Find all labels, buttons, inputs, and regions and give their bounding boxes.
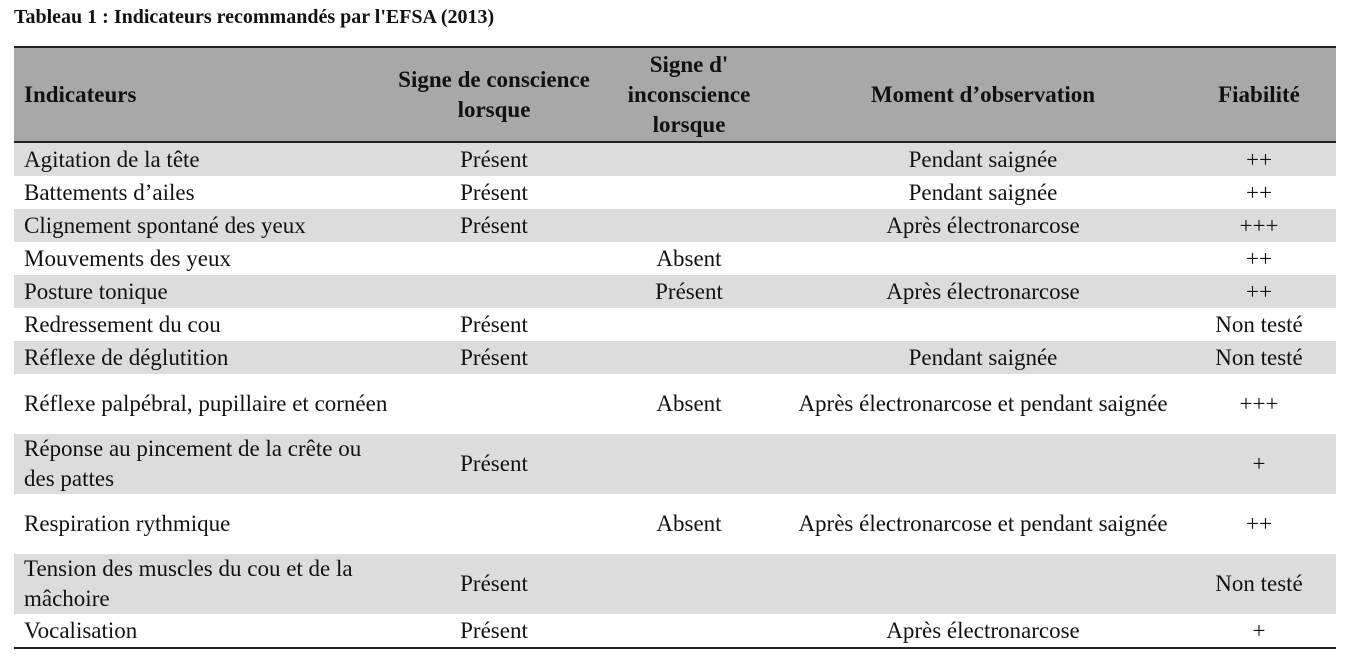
moment-cell: Après électronarcose [784, 614, 1182, 648]
fiabilite-cell: ++ [1246, 278, 1272, 304]
conscience-cell: Présent [460, 179, 528, 205]
table-caption: Tableau 1 : Indicateurs recommandés par l'EFSA (2013) [14, 6, 495, 28]
column-header: Indicateurs [14, 47, 394, 142]
conscience-cell [394, 275, 594, 308]
table-row [14, 434, 1336, 494]
conscience-cell [394, 242, 594, 275]
indicator-cell: Posture tonique [24, 278, 168, 304]
inconscience-cell: Absent [656, 511, 722, 536]
conscience-cell: Présent [460, 212, 528, 238]
inconscience-cell [594, 434, 784, 494]
conscience-cell: Présent [460, 451, 528, 476]
fiabilite-cell: ++ [1246, 245, 1272, 271]
conscience-cell: Présent [394, 614, 594, 648]
table-row [14, 614, 1336, 648]
moment-cell: Après électronarcose et pendant saignée [798, 511, 1168, 536]
moment-cell: Pendant saignée [908, 179, 1058, 205]
inconscience-cell [594, 176, 784, 209]
indicator-cell: Réflexe de déglutition [24, 344, 229, 370]
inconscience-cell [594, 614, 784, 648]
header-row [14, 47, 1336, 142]
indicator-cell: Redressement du cou [24, 311, 221, 337]
table-row [14, 209, 1336, 242]
fiabilite-cell: +++ [1239, 212, 1279, 238]
fiabilite-cell: ++ [1246, 146, 1272, 172]
inconscience-cell [594, 142, 784, 176]
indicator-cell: Agitation de la tête [24, 146, 200, 172]
moment-cell [784, 308, 1182, 341]
inconscience-cell [594, 209, 784, 242]
moment-cell [784, 434, 1182, 494]
moment-cell: Après électronarcose [886, 278, 1080, 304]
column-header: Signe d' inconscience lorsque [594, 47, 784, 142]
moment-cell [784, 242, 1182, 275]
conscience-cell: Présent [460, 571, 528, 596]
indicator-cell: Respiration rythmique [24, 511, 231, 536]
column-header: Signe de conscience lorsque [394, 47, 594, 142]
indicator-cell: Clignement spontané des yeux [24, 212, 306, 238]
fiabilite-cell: Non testé [1215, 344, 1303, 370]
table-row [14, 494, 1336, 554]
moment-cell: Pendant saignée [908, 344, 1058, 370]
inconscience-cell [594, 308, 784, 341]
fiabilite-cell: Non testé [1215, 571, 1303, 596]
column-header: Fiabilité [1182, 47, 1336, 142]
indicator-cell: Vocalisation [14, 614, 394, 648]
fiabilite-cell: ++ [1246, 179, 1272, 205]
table-row [14, 142, 1336, 176]
conscience-cell [394, 374, 594, 434]
conscience-cell: Présent [460, 146, 528, 172]
table-row [14, 176, 1336, 209]
table-row [14, 308, 1336, 341]
table-row [14, 275, 1336, 308]
indicator-cell: Réflexe palpébral, pupillaire et cornéen [24, 391, 388, 416]
column-header: Moment d’observation [784, 47, 1182, 142]
indicator-cell: Mouvements des yeux [24, 245, 231, 271]
table-row [14, 374, 1336, 434]
indicators-table [14, 46, 1336, 649]
moment-cell: Pendant saignée [908, 146, 1058, 172]
indicator-cell: Réponse au pincement de la crête ou des pattes [24, 436, 362, 491]
fiabilite-cell: + [1252, 451, 1266, 476]
indicator-cell: Battements d’ailes [24, 179, 195, 205]
conscience-cell [394, 494, 594, 554]
fiabilite-cell: +++ [1239, 391, 1279, 416]
fiabilite-cell: + [1182, 614, 1336, 648]
table-row [14, 554, 1336, 614]
conscience-cell: Présent [460, 311, 528, 337]
moment-cell: Après électronarcose et pendant saignée [798, 391, 1168, 416]
conscience-cell: Présent [460, 344, 528, 370]
fiabilite-cell: ++ [1246, 511, 1272, 536]
indicator-cell: Tension des muscles du cou et de la mâchoire [24, 556, 353, 611]
fiabilite-cell: Non testé [1215, 311, 1303, 337]
inconscience-cell: Absent [656, 245, 722, 271]
table-row [14, 341, 1336, 374]
inconscience-cell [594, 341, 784, 374]
moment-cell [784, 554, 1182, 614]
inconscience-cell [594, 554, 784, 614]
moment-cell: Après électronarcose [886, 212, 1080, 238]
inconscience-cell: Présent [655, 278, 723, 304]
inconscience-cell: Absent [656, 391, 722, 416]
table-row [14, 242, 1336, 275]
